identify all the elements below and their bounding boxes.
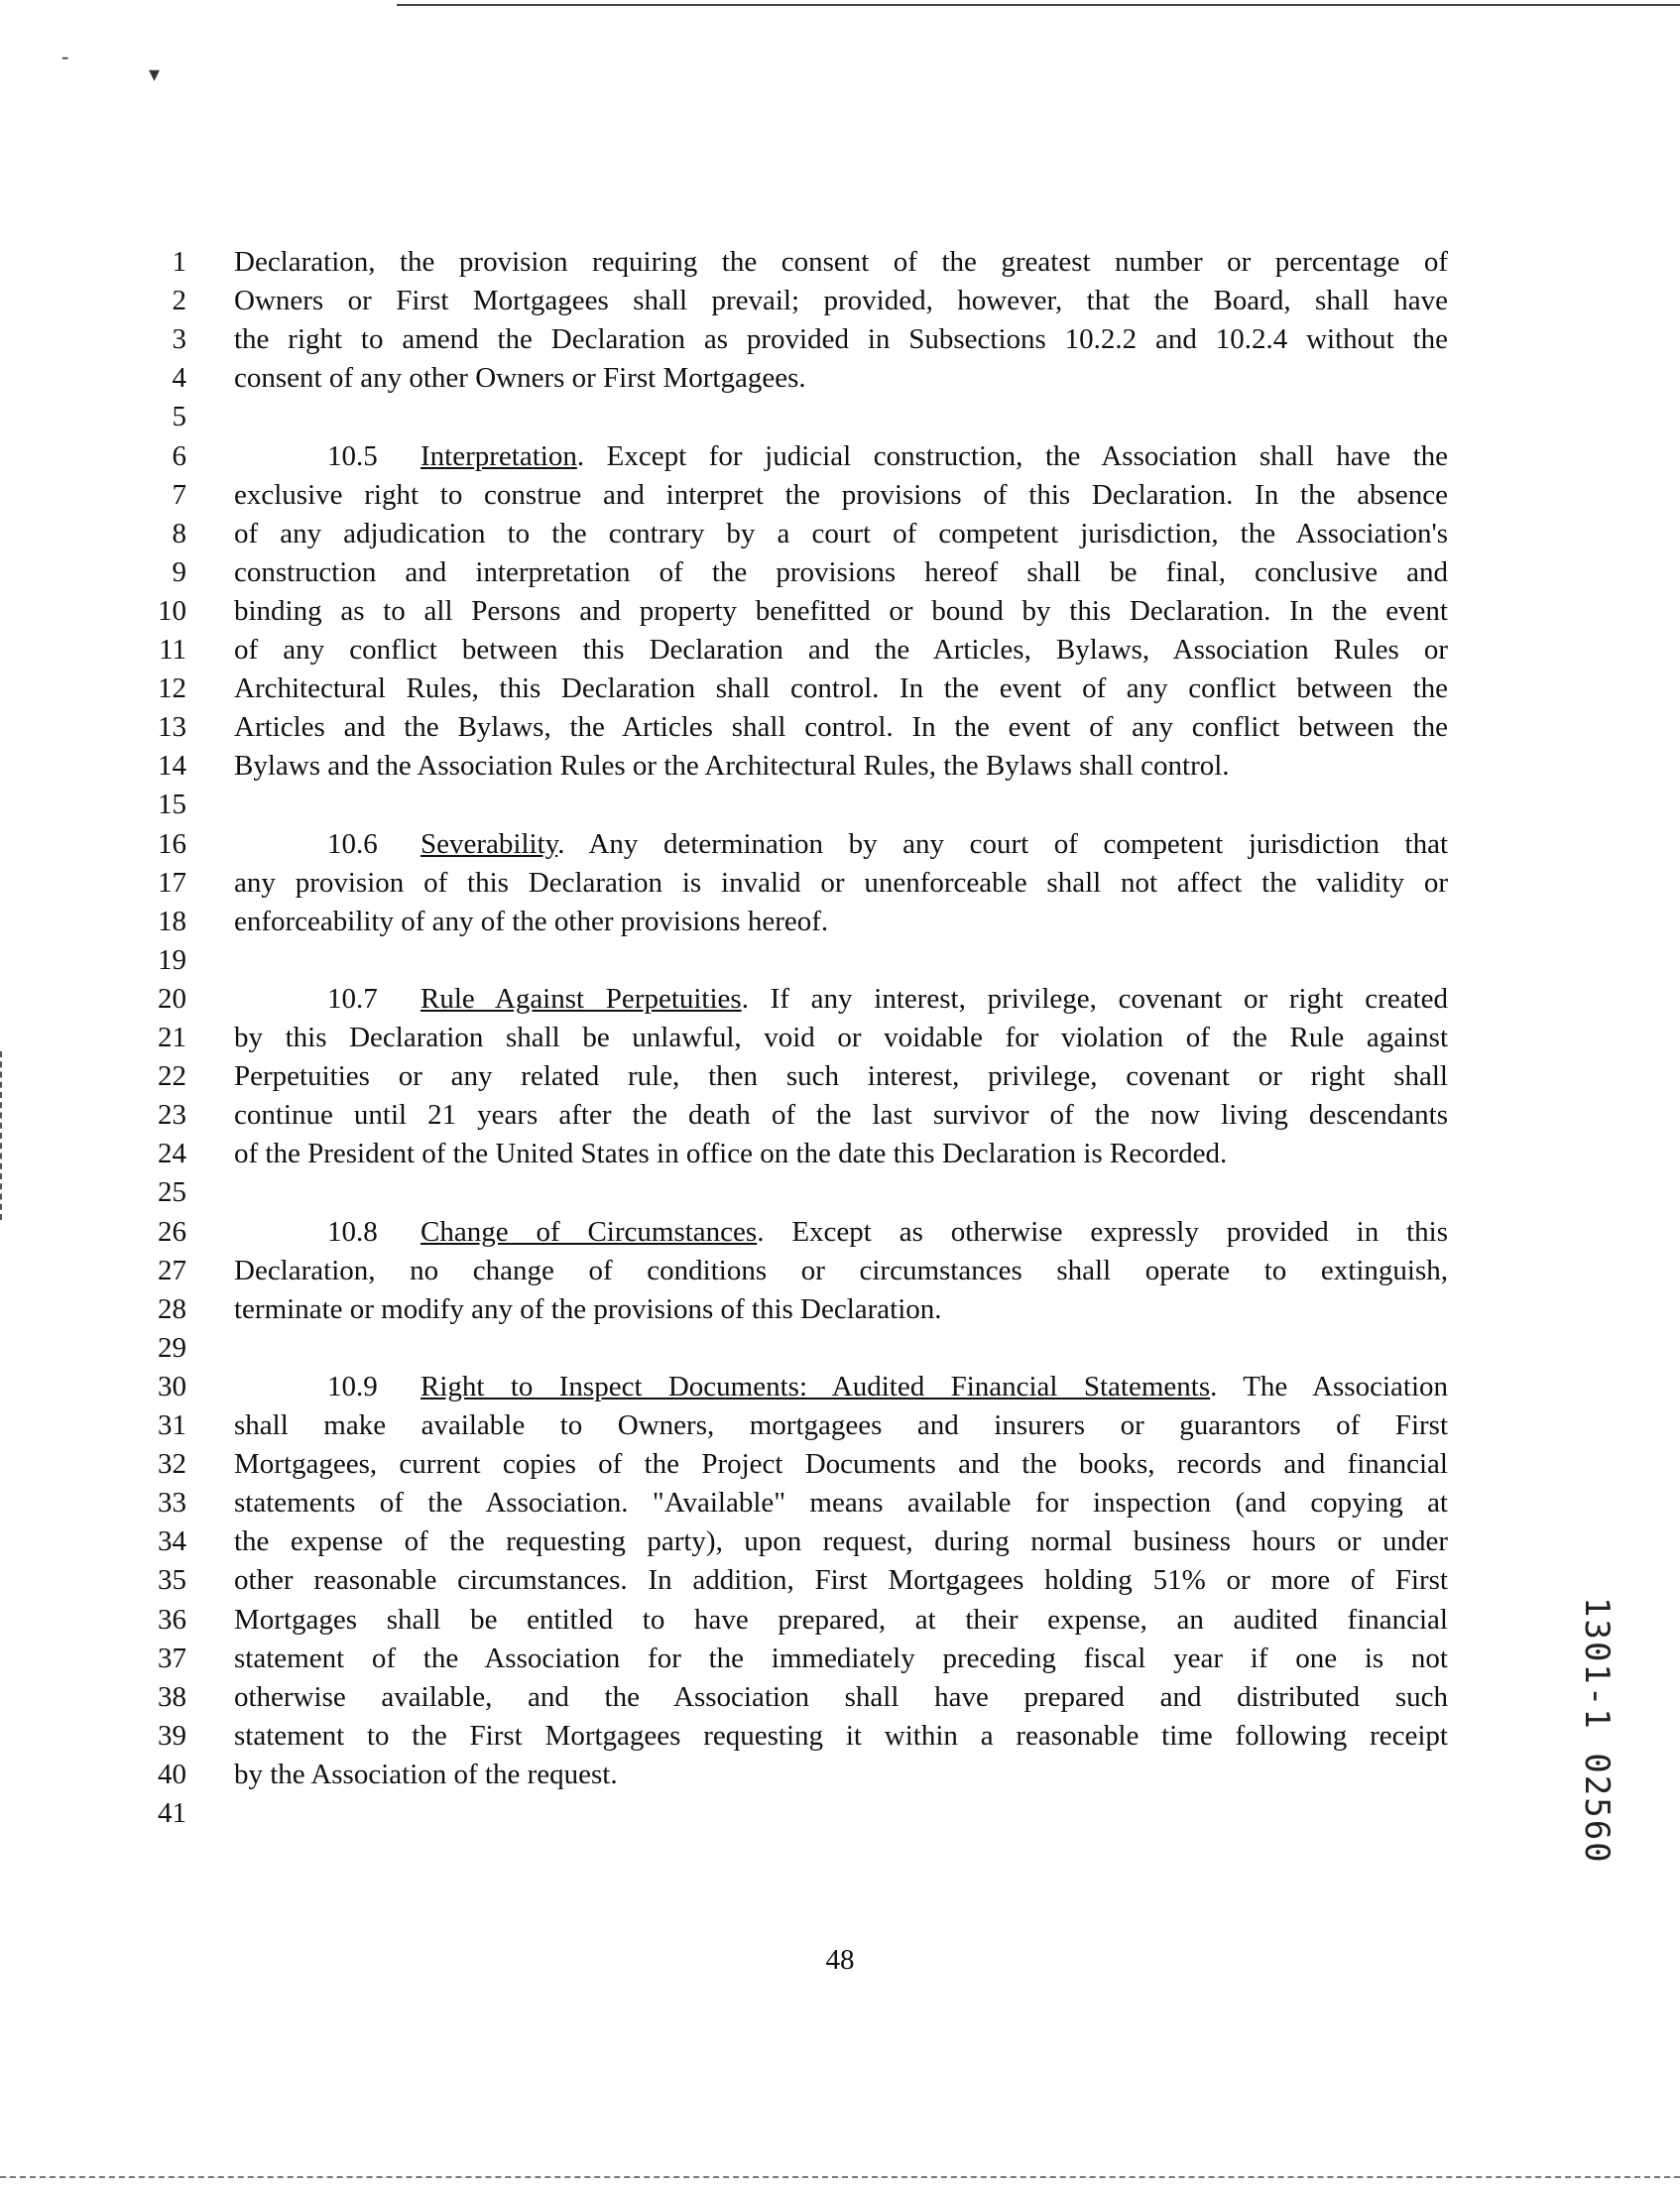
line-text: enforceability of any of the other provisions hereof. xyxy=(234,905,829,937)
line-text: by the Association of the request. xyxy=(234,1758,618,1790)
line-text: statement to the First Mortgagees requesting it within a reasonable time following receipt xyxy=(234,1719,1448,1752)
line-text: construction and interpretation of the provisions hereof shall be final, conclusive and xyxy=(234,555,1448,588)
line-text: Declaration, the provision requiring the consent of the greatest number or percentage of xyxy=(234,246,1448,278)
document-line xyxy=(0,1716,1680,1756)
document-line xyxy=(0,397,1680,436)
document-line xyxy=(0,1793,1680,1833)
line-number: 24 xyxy=(158,1138,186,1170)
line-text: any provision of this Declaration is invalid or unenforceable shall not affect the validity or xyxy=(234,866,1448,899)
line-text: by this Declaration shall be unlawful, void or voidable for violation of the Rule against xyxy=(234,1022,1448,1053)
line-number: 36 xyxy=(158,1603,186,1636)
line-text: Articles and the Bylaws, the Articles shall control. In the event of any conflict between the xyxy=(234,711,1448,744)
line-number: 11 xyxy=(159,634,186,666)
line-text: exclusive right to construe and interpret the provisions of this Declaration. In the absence xyxy=(234,478,1448,511)
line-text: the expense of the requesting party), upon request, during normal business hours or under xyxy=(234,1525,1448,1558)
line-number: 23 xyxy=(158,1099,186,1132)
section-heading: Interpretation xyxy=(420,439,577,472)
line-text: of the President of the United States in office on the date this Declaration is Recorded. xyxy=(234,1138,1228,1170)
document-line xyxy=(0,1483,1680,1522)
line-text xyxy=(327,436,1448,476)
line-text: binding as to all Persons and property benefitted or bound by this Declaration. In the event xyxy=(234,594,1448,627)
document-line xyxy=(0,1134,1680,1173)
section-text: . Except as otherwise expressly provided in this xyxy=(757,1215,1448,1248)
document-line xyxy=(0,591,1680,631)
line-number: 40 xyxy=(158,1758,186,1790)
line-number: 21 xyxy=(158,1022,186,1053)
line-text xyxy=(327,979,1448,1019)
line-text xyxy=(327,1212,1448,1252)
line-number: 3 xyxy=(172,323,186,356)
line-number: 16 xyxy=(158,827,186,860)
line-number: 34 xyxy=(158,1525,186,1558)
section-number: 10.6 xyxy=(327,827,378,860)
line-number: 12 xyxy=(158,672,186,705)
document-line xyxy=(0,824,1680,864)
line-text: the right to amend the Declaration as provided in Subsections 10.2.2 and 10.2.4 without the xyxy=(234,323,1448,356)
scan-edge-top xyxy=(397,4,1680,6)
line-number: 37 xyxy=(158,1642,186,1674)
document-line xyxy=(0,940,1680,980)
document-line xyxy=(0,1251,1680,1290)
line-text: statement of the Association for the immediately preceding fiscal year if one is not xyxy=(234,1642,1448,1674)
document-line xyxy=(0,1639,1680,1678)
line-number: 33 xyxy=(158,1487,186,1520)
line-text: shall make available to Owners, mortgagees and insurers or guarantors of First xyxy=(234,1409,1448,1441)
line-number: 8 xyxy=(172,517,186,549)
line-text: Architectural Rules, this Declaration shall control. In the event of any conflict between the xyxy=(234,672,1448,705)
line-number: 38 xyxy=(158,1680,186,1713)
section-number: 10.7 xyxy=(327,982,378,1015)
line-number: 22 xyxy=(158,1060,186,1093)
line-number: 15 xyxy=(158,789,186,821)
document-line xyxy=(0,1018,1680,1057)
document-line xyxy=(0,514,1680,553)
line-number: 4 xyxy=(172,362,186,395)
document-line xyxy=(0,1600,1680,1640)
document-line xyxy=(0,630,1680,670)
document-line xyxy=(0,1212,1680,1252)
line-number: 41 xyxy=(158,1797,186,1829)
document-line xyxy=(0,1405,1680,1445)
document-line xyxy=(0,1560,1680,1600)
line-text: Mortgagees, current copies of the Project Documents and the books, records and financial xyxy=(234,1448,1448,1481)
document-line xyxy=(0,1095,1680,1135)
line-number: 7 xyxy=(172,478,186,511)
section-heading: Change of Circumstances xyxy=(420,1215,758,1248)
line-number: 10 xyxy=(158,594,186,627)
line-number: 26 xyxy=(158,1215,186,1248)
line-text xyxy=(327,1367,1448,1406)
line-number: 1 xyxy=(172,246,186,278)
document-line xyxy=(0,1677,1680,1717)
document-line xyxy=(0,1444,1680,1484)
line-text: otherwise available, and the Association shall have prepared and distributed such xyxy=(234,1680,1448,1713)
line-text: consent of any other Owners or First Mortgagees. xyxy=(234,362,806,395)
section-number: 10.8 xyxy=(327,1215,378,1248)
document-line xyxy=(0,1172,1680,1212)
section-number: 10.5 xyxy=(327,439,378,472)
line-number: 13 xyxy=(158,711,186,744)
line-number: 30 xyxy=(158,1370,186,1402)
line-text: Owners or First Mortgagees shall prevail; provided, however, that the Board, shall have xyxy=(234,285,1448,317)
section-text: . The Association xyxy=(1210,1370,1449,1402)
document-line xyxy=(0,902,1680,941)
line-number: 17 xyxy=(158,866,186,899)
document-line xyxy=(0,979,1680,1019)
line-text: continue until 21 years after the death of the last survivor of the now living descendants xyxy=(234,1099,1448,1132)
scan-speck-mark: ▾ xyxy=(149,61,161,86)
line-number: 31 xyxy=(158,1409,186,1441)
recording-stamp: 1301-1 02560 xyxy=(1577,1597,1617,1865)
document-line xyxy=(0,1522,1680,1561)
line-number: 27 xyxy=(158,1254,186,1286)
line-number: 19 xyxy=(158,943,186,976)
line-text: Declaration, no change of conditions or circumstances shall operate to extinguish, xyxy=(234,1254,1448,1286)
line-number: 28 xyxy=(158,1292,186,1325)
document-line xyxy=(0,552,1680,592)
line-text: other reasonable circumstances. In addition, First Mortgagees holding 51% or more of First xyxy=(234,1564,1448,1597)
document-line xyxy=(0,785,1680,824)
line-number: 35 xyxy=(158,1564,186,1597)
document-line xyxy=(0,1755,1680,1794)
line-number: 9 xyxy=(172,555,186,588)
document-line xyxy=(0,746,1680,786)
line-number: 25 xyxy=(158,1176,186,1209)
document-line xyxy=(0,475,1680,515)
document-line xyxy=(0,707,1680,747)
document-line xyxy=(0,319,1680,359)
line-number: 2 xyxy=(172,285,186,317)
line-text: Perpetuities or any related rule, then such interest, privilege, covenant or right shall xyxy=(234,1060,1448,1093)
section-heading: Severability xyxy=(420,827,558,860)
section-number: 10.9 xyxy=(327,1370,378,1402)
line-number: 32 xyxy=(158,1448,186,1481)
line-number: 6 xyxy=(172,439,186,472)
line-text: Bylaws and the Association Rules or the Architectural Rules, the Bylaws shall control. xyxy=(234,750,1230,783)
document-line xyxy=(0,436,1680,476)
line-number: 14 xyxy=(158,750,186,783)
section-heading: Rule Against Perpetuities xyxy=(420,982,742,1015)
line-text: terminate or modify any of the provisions of this Declaration. xyxy=(234,1292,942,1325)
section-text: . If any interest, privilege, covenant or right created xyxy=(741,982,1448,1015)
line-text: of any adjudication to the contrary by a court of competent jurisdiction, the Association's xyxy=(234,517,1448,549)
document-line xyxy=(0,242,1680,282)
document-line xyxy=(0,1056,1680,1096)
line-number: 18 xyxy=(158,905,186,937)
line-text: of any conflict between this Declaration and the Articles, Bylaws, Association Rules or xyxy=(234,634,1448,666)
line-number: 29 xyxy=(158,1331,186,1364)
line-number: 5 xyxy=(172,401,186,433)
document-line xyxy=(0,1328,1680,1368)
document-line xyxy=(0,1289,1680,1329)
document-line xyxy=(0,281,1680,320)
section-text: . Except for judicial construction, the Association shall have the xyxy=(576,439,1448,472)
document-line xyxy=(0,669,1680,708)
line-number: 39 xyxy=(158,1719,186,1752)
line-number: 20 xyxy=(158,982,186,1015)
page-number: 48 xyxy=(825,1944,855,1976)
section-heading: Right to Inspect Documents: Audited Financial Statements xyxy=(420,1370,1211,1402)
line-text: statements of the Association. "Available" means available for inspection (and copying at xyxy=(234,1487,1448,1520)
scan-edge-bottom xyxy=(0,2176,1680,2178)
line-text: Mortgages shall be entitled to have prepared, at their expense, an audited financial xyxy=(234,1603,1448,1636)
section-text: . Any determination by any court of competent jurisdiction that xyxy=(557,827,1448,860)
line-text xyxy=(327,824,1448,864)
scan-speck-mark: - xyxy=(61,44,69,68)
document-line xyxy=(0,863,1680,903)
document-line xyxy=(0,358,1680,398)
document-line xyxy=(0,1367,1680,1406)
